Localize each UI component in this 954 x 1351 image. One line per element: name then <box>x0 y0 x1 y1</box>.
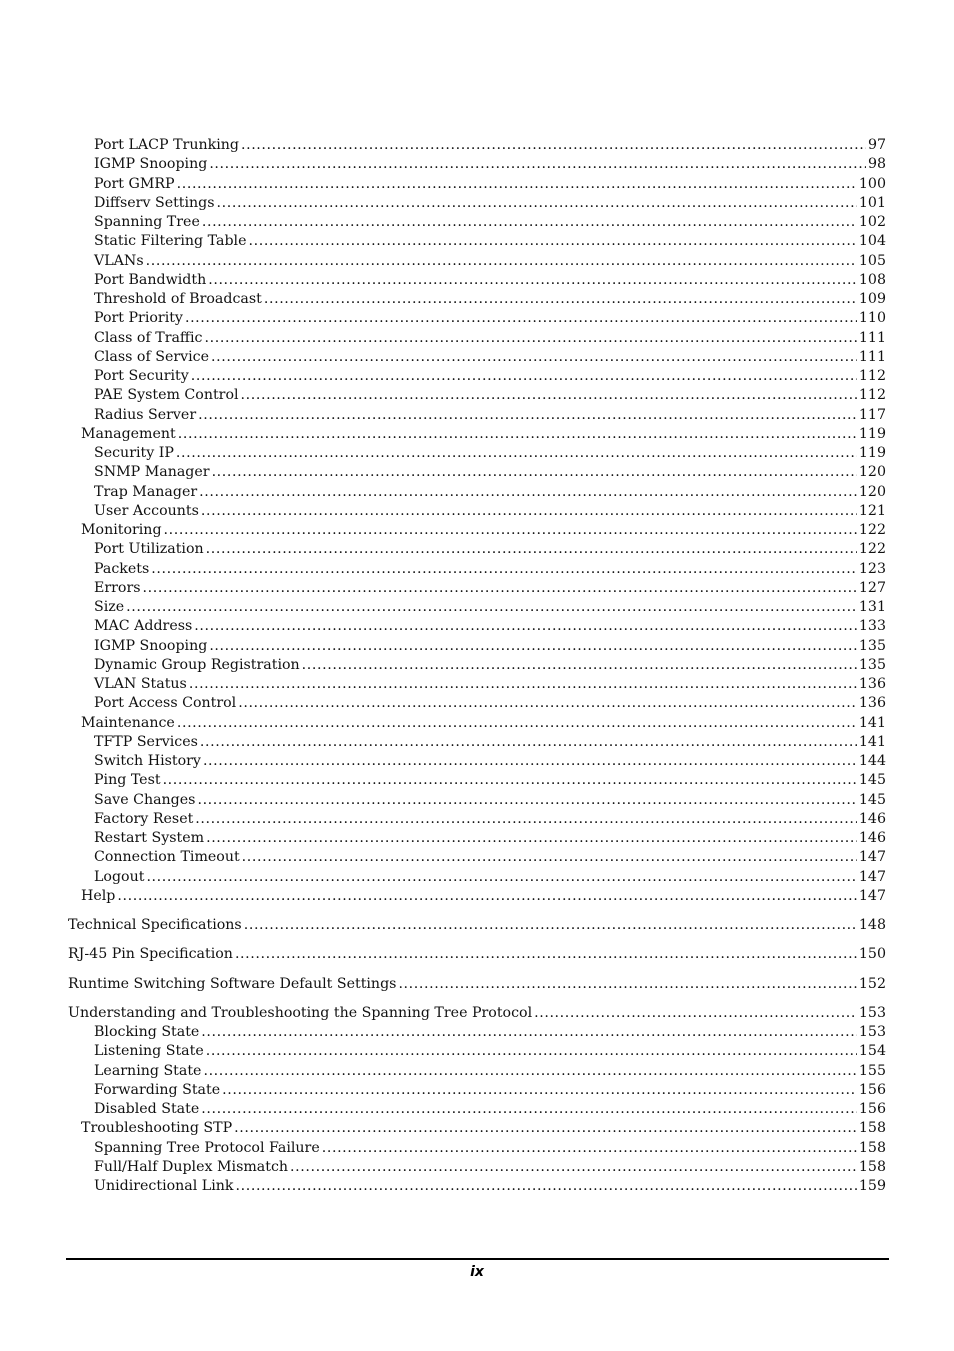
toc-entry-title: MAC Address <box>94 618 193 635</box>
toc-entry-page: 133 <box>858 618 886 635</box>
toc-leader-dots <box>177 714 857 733</box>
toc-entry-title: Diffserv Settings <box>94 194 215 211</box>
toc-entry[interactable] <box>68 560 886 579</box>
toc-entry[interactable] <box>68 367 886 386</box>
toc-entry-title: Radius Server <box>94 406 197 423</box>
toc-entry-page: 120 <box>858 464 886 481</box>
footer-rule <box>66 1258 889 1260</box>
toc-entry[interactable] <box>68 733 886 752</box>
toc-leader-dots <box>117 887 857 906</box>
toc-entry-title: Errors <box>94 579 141 596</box>
toc-entry[interactable] <box>68 637 886 656</box>
toc-leader-dots <box>143 579 857 598</box>
toc-entry-title: Port Security <box>94 368 189 384</box>
toc-entry[interactable] <box>68 502 886 521</box>
toc-entry-title: Technical Specifications <box>68 917 242 933</box>
toc-entry[interactable] <box>68 675 886 694</box>
toc-entry[interactable] <box>68 810 886 829</box>
toc-entry-page: 147 <box>858 868 886 885</box>
toc-entry-page: 158 <box>858 1158 886 1175</box>
toc-entry-page: 111 <box>858 329 886 346</box>
toc-entry-title: Disabled State <box>94 1101 200 1117</box>
toc-entry-page: 112 <box>858 387 886 404</box>
toc-entry[interactable] <box>68 136 886 155</box>
toc-entry-page: 98 <box>867 156 886 173</box>
toc-entry-title: Port Utilization <box>94 541 204 558</box>
toc-entry-page: 147 <box>858 849 886 866</box>
toc-entry-page: 119 <box>858 445 886 461</box>
toc-entry-title: Connection Timeout <box>94 849 240 866</box>
toc-entry-page: 152 <box>858 975 886 992</box>
toc-leader-dots <box>238 694 857 713</box>
toc-entry[interactable] <box>68 1062 886 1081</box>
toc-entry-title: VLAN Status <box>94 676 187 692</box>
toc-entry-title: Static Filtering Table <box>94 233 247 250</box>
toc-leader-dots <box>212 463 857 482</box>
toc-entry-page: 153 <box>858 1004 886 1021</box>
toc-entry[interactable] <box>68 714 886 733</box>
toc-leader-dots <box>209 155 866 174</box>
toc-entry[interactable] <box>68 975 886 994</box>
toc-entry-title: Blocking State <box>94 1024 200 1040</box>
toc-entry-page: 145 <box>858 791 886 808</box>
toc-leader-dots <box>164 521 857 540</box>
toc-entry[interactable] <box>68 406 886 425</box>
toc-entry-title: User Accounts <box>94 502 199 519</box>
toc-leader-dots <box>209 637 857 656</box>
toc-entry-title: Switch History <box>94 753 201 769</box>
toc-entry-page: 150 <box>858 946 886 963</box>
toc-leader-dots <box>199 483 857 502</box>
toc-entry[interactable] <box>68 598 886 617</box>
toc-leader-dots <box>234 1119 857 1138</box>
toc-leader-dots <box>146 868 856 887</box>
toc-entry[interactable] <box>68 290 886 309</box>
toc-entry-page: 154 <box>858 1043 886 1060</box>
toc-entry-page: 145 <box>858 772 886 789</box>
toc-entry[interactable] <box>68 1158 886 1177</box>
toc-entry-title: Maintenance <box>81 714 175 731</box>
toc-entry-page: 153 <box>858 1024 886 1040</box>
toc-leader-dots <box>151 560 857 579</box>
toc-leader-dots <box>189 675 857 694</box>
toc-leader-dots <box>244 916 857 935</box>
toc-entry-title: Port GMRP <box>94 175 175 192</box>
toc-leader-dots <box>534 1004 857 1023</box>
toc-leader-dots <box>208 271 857 290</box>
toc-entry-title: Full/Half Duplex Mismatch <box>94 1158 289 1175</box>
toc-entry[interactable] <box>68 656 886 675</box>
toc-entry[interactable] <box>68 309 886 328</box>
toc-leader-dots <box>202 213 857 232</box>
toc-entry-title: Dynamic Group Registration <box>94 656 300 673</box>
toc-entry-title: Trap Manager <box>94 483 198 500</box>
toc-entry-title: Logout <box>94 868 145 885</box>
toc-leader-dots <box>176 444 857 463</box>
toc-entry[interactable] <box>68 271 886 290</box>
toc-entry[interactable] <box>68 386 886 405</box>
toc-entry[interactable] <box>68 425 886 444</box>
toc-entry-title: Port Priority <box>94 310 183 327</box>
toc-entry[interactable] <box>68 175 886 194</box>
toc-leader-dots <box>248 232 856 251</box>
toc-entry-page: 122 <box>858 541 886 558</box>
toc-entry-page: 119 <box>858 425 886 442</box>
toc-leader-dots <box>195 810 857 829</box>
toc-entry[interactable] <box>68 463 886 482</box>
toc-entry-page: 136 <box>858 676 886 692</box>
toc-leader-dots <box>126 598 857 617</box>
toc-entry[interactable] <box>68 1023 886 1042</box>
toc-entry-page: 104 <box>858 233 886 250</box>
toc-entry[interactable] <box>68 945 886 964</box>
toc-entry-page: 112 <box>858 368 886 384</box>
toc-entry-title: Learning State <box>94 1062 202 1079</box>
toc-entry[interactable] <box>68 916 886 935</box>
toc-entry-page: 135 <box>858 637 886 654</box>
page-number: ix <box>470 1264 484 1280</box>
toc-entry-page: 110 <box>858 310 886 327</box>
toc-leader-dots <box>203 752 857 771</box>
toc-entry-page: 156 <box>858 1081 886 1098</box>
toc-entry[interactable] <box>68 155 886 174</box>
toc-leader-dots <box>264 290 857 309</box>
toc-entry-page: 105 <box>858 252 886 269</box>
toc-leader-dots <box>185 309 857 328</box>
toc-entry-title: SNMP Manager <box>94 464 210 481</box>
toc-entry-title: Factory Reset <box>94 810 194 827</box>
toc-entry-page: 136 <box>858 695 886 712</box>
toc-leader-dots <box>211 348 857 367</box>
toc-entry-title: Monitoring <box>81 522 162 538</box>
toc-entry-page: 127 <box>858 579 886 596</box>
toc-entry[interactable] <box>68 1100 886 1119</box>
toc-entry-title: Troubleshooting STP <box>81 1120 233 1137</box>
toc-entry-title: Spanning Tree <box>94 214 200 230</box>
toc-entry-page: 158 <box>858 1139 886 1156</box>
toc-entry[interactable] <box>68 348 886 367</box>
table-of-contents <box>68 136 886 1196</box>
toc-leader-dots <box>222 1081 857 1100</box>
toc-entry-page: 158 <box>858 1120 886 1137</box>
toc-leader-dots <box>198 406 857 425</box>
toc-entry-page: 146 <box>858 830 886 846</box>
toc-entry[interactable] <box>68 483 886 502</box>
toc-leader-dots <box>322 1139 857 1158</box>
toc-entry-title: Size <box>94 599 125 615</box>
toc-leader-dots <box>146 252 857 271</box>
toc-entry-title: Help <box>81 887 116 904</box>
toc-entry[interactable] <box>68 521 886 540</box>
toc-leader-dots <box>197 791 856 810</box>
toc-entry[interactable] <box>68 829 886 848</box>
toc-entry[interactable] <box>68 444 886 463</box>
toc-entry-page: 122 <box>858 522 886 538</box>
toc-entry-title: Listening State <box>94 1043 204 1060</box>
toc-leader-dots <box>290 1158 857 1177</box>
toc-entry-title: IGMP Snooping <box>94 637 208 654</box>
toc-entry-title: Restart System <box>94 830 205 846</box>
toc-entry[interactable] <box>68 540 886 559</box>
toc-leader-dots <box>236 1177 857 1196</box>
toc-entry[interactable] <box>68 887 886 906</box>
toc-entry-title: Understanding and Troubleshooting the Spanning Tree Protocol <box>68 1004 533 1021</box>
toc-entry[interactable] <box>68 771 886 790</box>
toc-entry-page: 100 <box>858 175 886 192</box>
toc-entry-page: 108 <box>858 271 886 288</box>
toc-entry-title: Runtime Switching Software Default Settings <box>68 975 397 992</box>
toc-entry[interactable] <box>68 213 886 232</box>
toc-leader-dots <box>203 1062 856 1081</box>
toc-entry-title: PAE System Control <box>94 387 239 404</box>
toc-entry-title: Port LACP Trunking <box>94 137 239 153</box>
toc-entry[interactable] <box>68 1042 886 1061</box>
toc-entry[interactable] <box>68 694 886 713</box>
toc-entry-page: 159 <box>858 1178 886 1194</box>
toc-entry-title: RJ-45 Pin Specification <box>68 946 233 963</box>
toc-entry[interactable] <box>68 1139 886 1158</box>
toc-entry-title: Port Bandwidth <box>94 271 207 288</box>
toc-entry-page: 141 <box>858 733 886 750</box>
toc-entry-page: 102 <box>858 214 886 230</box>
toc-leader-dots <box>205 329 857 348</box>
toc-entry[interactable] <box>68 1081 886 1100</box>
toc-leader-dots <box>206 829 857 848</box>
toc-entry[interactable] <box>68 579 886 598</box>
toc-entry[interactable] <box>68 232 886 251</box>
toc-leader-dots <box>163 771 857 790</box>
toc-entry[interactable] <box>68 194 886 213</box>
toc-leader-dots <box>242 848 857 867</box>
toc-entry-title: Spanning Tree Protocol Failure <box>94 1139 320 1156</box>
toc-entry-title: TFTP Services <box>94 733 198 750</box>
toc-entry-page: 155 <box>858 1062 886 1079</box>
toc-leader-dots <box>206 540 857 559</box>
toc-leader-dots <box>194 617 857 636</box>
toc-entry-title: Ping Test <box>94 772 161 789</box>
toc-entry-page: 146 <box>858 810 886 827</box>
toc-entry[interactable] <box>68 329 886 348</box>
toc-entry-page: 97 <box>867 137 886 153</box>
toc-entry-page: 101 <box>858 194 886 211</box>
toc-leader-dots <box>201 1023 857 1042</box>
toc-leader-dots <box>241 136 866 155</box>
toc-entry-page: 111 <box>858 348 886 365</box>
toc-entry-title: Security IP <box>94 445 174 461</box>
toc-entry-title: Class of Traffic <box>94 329 203 346</box>
toc-entry[interactable] <box>68 252 886 271</box>
toc-entry-page: 123 <box>858 560 886 577</box>
toc-leader-dots <box>191 367 857 386</box>
toc-entry[interactable] <box>68 848 886 867</box>
toc-entry[interactable] <box>68 752 886 771</box>
toc-entry-page: 120 <box>858 483 886 500</box>
toc-leader-dots <box>398 975 856 994</box>
toc-entry-page: 147 <box>858 887 886 904</box>
toc-entry-page: 148 <box>858 917 886 933</box>
toc-leader-dots <box>201 502 857 521</box>
toc-entry-page: 131 <box>858 599 886 615</box>
toc-entry-page: 121 <box>858 502 886 519</box>
toc-leader-dots <box>241 386 857 405</box>
toc-leader-dots <box>201 1100 857 1119</box>
toc-entry-title: Class of Service <box>94 348 210 365</box>
toc-entry-page: 141 <box>858 714 886 731</box>
toc-entry-page: 117 <box>858 406 886 423</box>
toc-entry[interactable] <box>68 1004 886 1023</box>
toc-entry[interactable] <box>68 868 886 887</box>
toc-entry-title: VLANs <box>94 252 144 269</box>
toc-entry-title: Forwarding State <box>94 1081 221 1098</box>
toc-entry-page: 144 <box>858 753 886 769</box>
toc-entry-title: Port Access Control <box>94 695 237 712</box>
toc-leader-dots <box>206 1042 857 1061</box>
toc-entry-title: Management <box>81 425 176 442</box>
toc-entry-page: 109 <box>858 291 886 307</box>
toc-leader-dots <box>235 945 857 964</box>
toc-entry-page: 156 <box>858 1101 886 1117</box>
toc-leader-dots <box>178 425 857 444</box>
toc-leader-dots <box>302 656 857 675</box>
toc-entry[interactable] <box>68 1177 886 1196</box>
toc-entry-title: Unidirectional Link <box>94 1178 234 1194</box>
toc-entry[interactable] <box>68 1119 886 1138</box>
toc-entry-page: 135 <box>858 656 886 673</box>
toc-entry-title: Packets <box>94 560 150 577</box>
toc-entry-title: Save Changes <box>94 791 196 808</box>
toc-leader-dots <box>217 194 857 213</box>
toc-entry-title: Threshold of Broadcast <box>94 291 262 307</box>
toc-entry[interactable] <box>68 791 886 810</box>
toc-leader-dots <box>200 733 857 752</box>
toc-entry[interactable] <box>68 617 886 636</box>
toc-leader-dots <box>177 175 857 194</box>
toc-entry-title: IGMP Snooping <box>94 156 208 173</box>
